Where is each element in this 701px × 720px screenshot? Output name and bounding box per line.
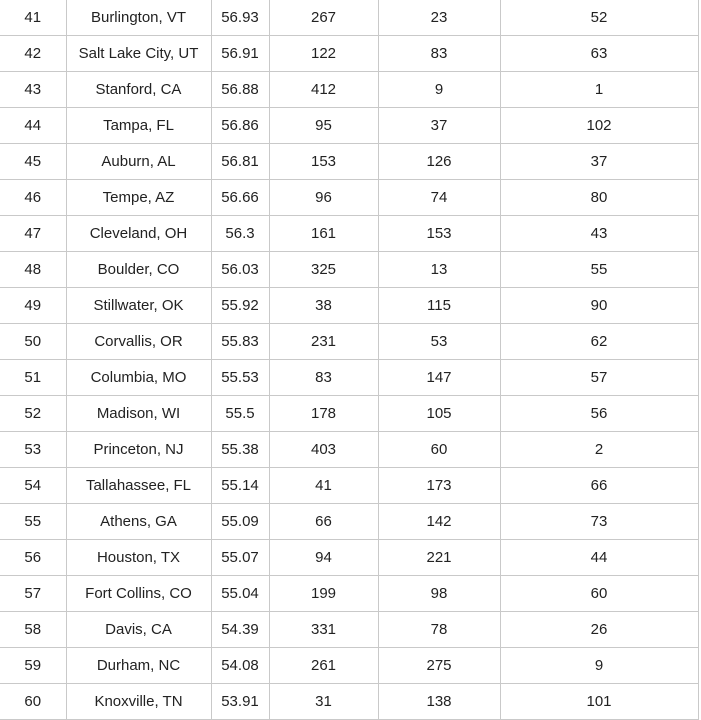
score-cell: 56.91 xyxy=(211,36,269,72)
score-cell: 55.5 xyxy=(211,396,269,432)
rank-cell: 59 xyxy=(0,648,66,684)
city-cell: Knoxville, TN xyxy=(66,684,211,720)
table-row xyxy=(0,396,698,432)
metric-a-cell: 66 xyxy=(269,504,378,540)
city-cell: Tampa, FL xyxy=(66,108,211,144)
metric-a-cell: 403 xyxy=(269,432,378,468)
table-row xyxy=(0,288,698,324)
metric-b-cell: 126 xyxy=(378,144,500,180)
score-cell: 56.3 xyxy=(211,216,269,252)
metric-a-cell: 325 xyxy=(269,252,378,288)
city-cell: Fort Collins, CO xyxy=(66,576,211,612)
metric-a-cell: 412 xyxy=(269,72,378,108)
rank-cell: 44 xyxy=(0,108,66,144)
rank-cell: 52 xyxy=(0,396,66,432)
score-cell: 55.14 xyxy=(211,468,269,504)
table-row xyxy=(0,324,698,360)
table-row xyxy=(0,540,698,576)
rank-cell: 49 xyxy=(0,288,66,324)
metric-b-cell: 147 xyxy=(378,360,500,396)
metric-c-cell: 56 xyxy=(500,396,698,432)
metric-b-cell: 9 xyxy=(378,72,500,108)
city-cell: Salt Lake City, UT xyxy=(66,36,211,72)
table-row xyxy=(0,360,698,396)
table-row xyxy=(0,504,698,540)
rank-cell: 50 xyxy=(0,324,66,360)
city-cell: Boulder, CO xyxy=(66,252,211,288)
table-row xyxy=(0,684,698,720)
rank-cell: 48 xyxy=(0,252,66,288)
table-row xyxy=(0,180,698,216)
table-row xyxy=(0,0,698,36)
rank-cell: 51 xyxy=(0,360,66,396)
table-row xyxy=(0,432,698,468)
table-row xyxy=(0,468,698,504)
city-cell: Tallahassee, FL xyxy=(66,468,211,504)
metric-c-cell: 73 xyxy=(500,504,698,540)
metric-c-cell: 37 xyxy=(500,144,698,180)
score-cell: 56.81 xyxy=(211,144,269,180)
rank-cell: 42 xyxy=(0,36,66,72)
metric-a-cell: 331 xyxy=(269,612,378,648)
metric-b-cell: 173 xyxy=(378,468,500,504)
metric-c-cell: 62 xyxy=(500,324,698,360)
rank-cell: 45 xyxy=(0,144,66,180)
rank-cell: 46 xyxy=(0,180,66,216)
metric-a-cell: 95 xyxy=(269,108,378,144)
city-cell: Madison, WI xyxy=(66,396,211,432)
score-cell: 55.04 xyxy=(211,576,269,612)
city-cell: Houston, TX xyxy=(66,540,211,576)
metric-b-cell: 115 xyxy=(378,288,500,324)
score-cell: 55.92 xyxy=(211,288,269,324)
metric-c-cell: 55 xyxy=(500,252,698,288)
score-cell: 55.83 xyxy=(211,324,269,360)
score-cell: 55.38 xyxy=(211,432,269,468)
score-cell: 55.07 xyxy=(211,540,269,576)
metric-a-cell: 199 xyxy=(269,576,378,612)
metric-a-cell: 94 xyxy=(269,540,378,576)
metric-c-cell: 57 xyxy=(500,360,698,396)
metric-a-cell: 267 xyxy=(269,0,378,36)
city-cell: Tempe, AZ xyxy=(66,180,211,216)
metric-b-cell: 105 xyxy=(378,396,500,432)
score-cell: 54.08 xyxy=(211,648,269,684)
metric-c-cell: 63 xyxy=(500,36,698,72)
metric-b-cell: 275 xyxy=(378,648,500,684)
metric-a-cell: 231 xyxy=(269,324,378,360)
metric-c-cell: 43 xyxy=(500,216,698,252)
metric-b-cell: 138 xyxy=(378,684,500,720)
city-cell: Cleveland, OH xyxy=(66,216,211,252)
rank-cell: 54 xyxy=(0,468,66,504)
city-cell: Stanford, CA xyxy=(66,72,211,108)
metric-c-cell: 101 xyxy=(500,684,698,720)
city-cell: Athens, GA xyxy=(66,504,211,540)
score-cell: 56.66 xyxy=(211,180,269,216)
city-cell: Burlington, VT xyxy=(66,0,211,36)
metric-b-cell: 153 xyxy=(378,216,500,252)
score-cell: 56.88 xyxy=(211,72,269,108)
metric-a-cell: 122 xyxy=(269,36,378,72)
metric-b-cell: 53 xyxy=(378,324,500,360)
city-cell: Auburn, AL xyxy=(66,144,211,180)
city-cell: Davis, CA xyxy=(66,612,211,648)
metric-a-cell: 153 xyxy=(269,144,378,180)
metric-a-cell: 31 xyxy=(269,684,378,720)
table-row xyxy=(0,36,698,72)
metric-b-cell: 74 xyxy=(378,180,500,216)
rank-cell: 53 xyxy=(0,432,66,468)
table-row xyxy=(0,648,698,684)
metric-c-cell: 2 xyxy=(500,432,698,468)
metric-c-cell: 66 xyxy=(500,468,698,504)
score-cell: 56.86 xyxy=(211,108,269,144)
metric-c-cell: 80 xyxy=(500,180,698,216)
metric-a-cell: 83 xyxy=(269,360,378,396)
city-cell: Corvallis, OR xyxy=(66,324,211,360)
metric-c-cell: 9 xyxy=(500,648,698,684)
metric-c-cell: 90 xyxy=(500,288,698,324)
score-cell: 56.93 xyxy=(211,0,269,36)
table-row xyxy=(0,576,698,612)
metric-c-cell: 44 xyxy=(500,540,698,576)
metric-c-cell: 26 xyxy=(500,612,698,648)
metric-c-cell: 102 xyxy=(500,108,698,144)
score-cell: 55.53 xyxy=(211,360,269,396)
rank-cell: 60 xyxy=(0,684,66,720)
table-row xyxy=(0,612,698,648)
rank-cell: 41 xyxy=(0,0,66,36)
table-row xyxy=(0,144,698,180)
metric-b-cell: 60 xyxy=(378,432,500,468)
metric-a-cell: 261 xyxy=(269,648,378,684)
metric-b-cell: 37 xyxy=(378,108,500,144)
score-cell: 54.39 xyxy=(211,612,269,648)
table-row xyxy=(0,108,698,144)
city-cell: Columbia, MO xyxy=(66,360,211,396)
table-row xyxy=(0,72,698,108)
metric-a-cell: 178 xyxy=(269,396,378,432)
metric-b-cell: 23 xyxy=(378,0,500,36)
metric-a-cell: 41 xyxy=(269,468,378,504)
table-row xyxy=(0,216,698,252)
rank-cell: 58 xyxy=(0,612,66,648)
city-cell: Princeton, NJ xyxy=(66,432,211,468)
metric-b-cell: 13 xyxy=(378,252,500,288)
metric-a-cell: 96 xyxy=(269,180,378,216)
city-cell: Stillwater, OK xyxy=(66,288,211,324)
metric-b-cell: 98 xyxy=(378,576,500,612)
rank-cell: 47 xyxy=(0,216,66,252)
table-row xyxy=(0,252,698,288)
rank-cell: 55 xyxy=(0,504,66,540)
metric-a-cell: 161 xyxy=(269,216,378,252)
city-cell: Durham, NC xyxy=(66,648,211,684)
metric-c-cell: 60 xyxy=(500,576,698,612)
metric-c-cell: 1 xyxy=(500,72,698,108)
rank-cell: 43 xyxy=(0,72,66,108)
metric-b-cell: 221 xyxy=(378,540,500,576)
rank-cell: 56 xyxy=(0,540,66,576)
score-cell: 53.91 xyxy=(211,684,269,720)
score-cell: 55.09 xyxy=(211,504,269,540)
metric-b-cell: 142 xyxy=(378,504,500,540)
metric-b-cell: 78 xyxy=(378,612,500,648)
metric-b-cell: 83 xyxy=(378,36,500,72)
rank-cell: 57 xyxy=(0,576,66,612)
metric-a-cell: 38 xyxy=(269,288,378,324)
metric-c-cell: 52 xyxy=(500,0,698,36)
score-cell: 56.03 xyxy=(211,252,269,288)
